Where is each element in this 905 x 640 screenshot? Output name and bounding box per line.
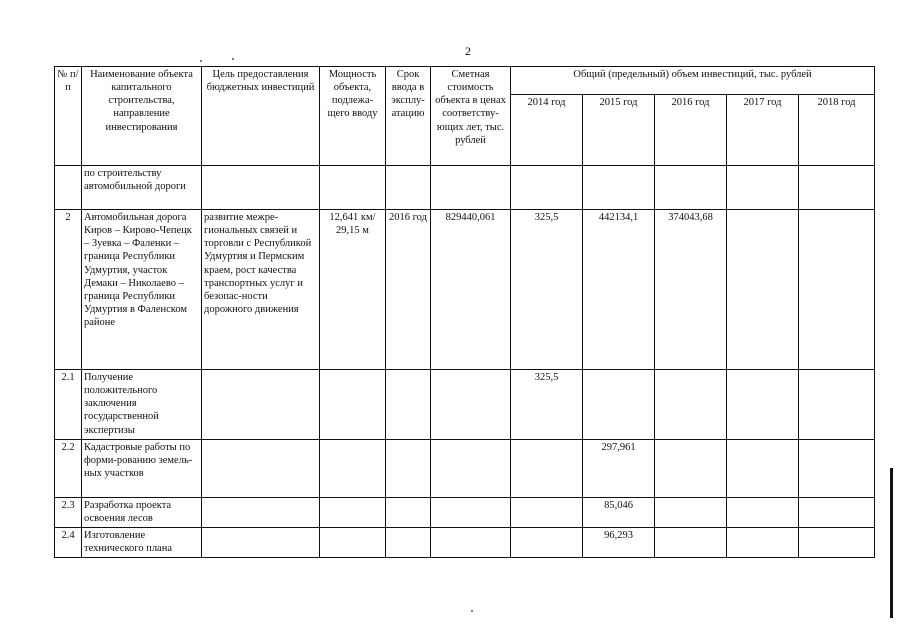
row-2015: 85,046 <box>583 498 655 528</box>
row-2017 <box>727 528 799 558</box>
row-2016 <box>655 528 727 558</box>
header-name: Наименование объекта капитального строительства, направление инвестирования <box>82 67 202 166</box>
row-term <box>386 166 431 210</box>
row-cost <box>431 528 511 558</box>
row-2018 <box>799 166 875 210</box>
row-2017 <box>727 370 799 440</box>
row-2016 <box>655 166 727 210</box>
row-2018 <box>799 440 875 498</box>
row-2015: 442134,1 <box>583 210 655 370</box>
header-capacity: Мощность объекта, подлежа-щего вводу <box>320 67 386 166</box>
row-capacity <box>320 166 386 210</box>
row-2017 <box>727 498 799 528</box>
row-2014 <box>511 440 583 498</box>
row-term <box>386 498 431 528</box>
row-goal <box>202 498 320 528</box>
row-2017 <box>727 440 799 498</box>
row-2014 <box>511 166 583 210</box>
table-row <box>55 440 875 498</box>
row-2015 <box>583 166 655 210</box>
row-term <box>386 370 431 440</box>
scan-speck <box>471 610 473 612</box>
row-goal <box>202 528 320 558</box>
row-2015: 96,293 <box>583 528 655 558</box>
row-num: 2.1 <box>55 370 82 440</box>
header-year-2016: 2016 год <box>655 95 727 166</box>
row-2016 <box>655 370 727 440</box>
header-cost: Сметная стоимость объекта в ценах соответству-ющих лет, тыс. рублей <box>431 67 511 166</box>
row-capacity <box>320 498 386 528</box>
header-term: Срок ввода в эксплу-атацию <box>386 67 431 166</box>
row-goal <box>202 166 320 210</box>
row-2016 <box>655 498 727 528</box>
header-row-1 <box>55 67 875 95</box>
row-cost <box>431 166 511 210</box>
row-goal <box>202 440 320 498</box>
table-row <box>55 528 875 558</box>
row-capacity <box>320 370 386 440</box>
row-2014 <box>511 528 583 558</box>
scan-speck <box>232 58 234 60</box>
row-2017 <box>727 166 799 210</box>
row-term: 2016 год <box>386 210 431 370</box>
row-2016: 374043,68 <box>655 210 727 370</box>
row-2017 <box>727 210 799 370</box>
header-num: № п/п <box>55 67 82 166</box>
row-name: Получение положительного заключения государственной экспертизы <box>82 370 202 440</box>
row-num <box>55 166 82 210</box>
row-2016 <box>655 440 727 498</box>
row-num: 2.4 <box>55 528 82 558</box>
table-row <box>55 498 875 528</box>
row-goal <box>202 370 320 440</box>
row-cost <box>431 370 511 440</box>
row-2018 <box>799 210 875 370</box>
row-2014 <box>511 498 583 528</box>
row-2018 <box>799 370 875 440</box>
investment-table <box>54 66 875 558</box>
row-capacity <box>320 528 386 558</box>
row-name: Разработка проекта освоения лесов <box>82 498 202 528</box>
header-year-2017: 2017 год <box>727 95 799 166</box>
row-num: 2 <box>55 210 82 370</box>
row-2018 <box>799 498 875 528</box>
row-2014: 325,5 <box>511 210 583 370</box>
page-number: 2 <box>465 44 471 58</box>
scan-speck <box>200 60 202 62</box>
header-goal: Цель предоставления бюджетных инвестиций <box>202 67 320 166</box>
row-capacity: 12,641 км/ 29,15 м <box>320 210 386 370</box>
row-num: 2.3 <box>55 498 82 528</box>
row-name: по строительству автомобильной дороги <box>82 166 202 210</box>
row-capacity <box>320 440 386 498</box>
header-year-2018: 2018 год <box>799 95 875 166</box>
header-year-2015: 2015 год <box>583 95 655 166</box>
row-2015: 297,961 <box>583 440 655 498</box>
row-name: Автомобильная дорога Киров – Кирово-Чепецк – Зуевка – Фаленки – граница Республики Удмуртия, участок Демаки – Николаево – граница Республики Удмуртия в Фаленском районе <box>82 210 202 370</box>
table-row <box>55 166 875 210</box>
row-name: Изготовление технического плана <box>82 528 202 558</box>
table-row <box>55 370 875 440</box>
table-row <box>55 210 875 370</box>
row-cost: 829440,061 <box>431 210 511 370</box>
row-goal: развитие межре-гиональных связей и торговли с Республикой Удмуртия и Пермским краем, рост качества транспортных услуг и безопас-ности дорожного движения <box>202 210 320 370</box>
row-cost <box>431 498 511 528</box>
header-year-2014: 2014 год <box>511 95 583 166</box>
row-term <box>386 440 431 498</box>
row-cost <box>431 440 511 498</box>
header-total-investment: Общий (предельный) объем инвестиций, тыс. рублей <box>511 67 875 95</box>
row-2015 <box>583 370 655 440</box>
row-term <box>386 528 431 558</box>
row-2014: 325,5 <box>511 370 583 440</box>
row-num: 2.2 <box>55 440 82 498</box>
row-name: Кадастровые работы по форми-рованию земель-ных участков <box>82 440 202 498</box>
scan-edge-bar <box>890 468 893 618</box>
row-2018 <box>799 528 875 558</box>
